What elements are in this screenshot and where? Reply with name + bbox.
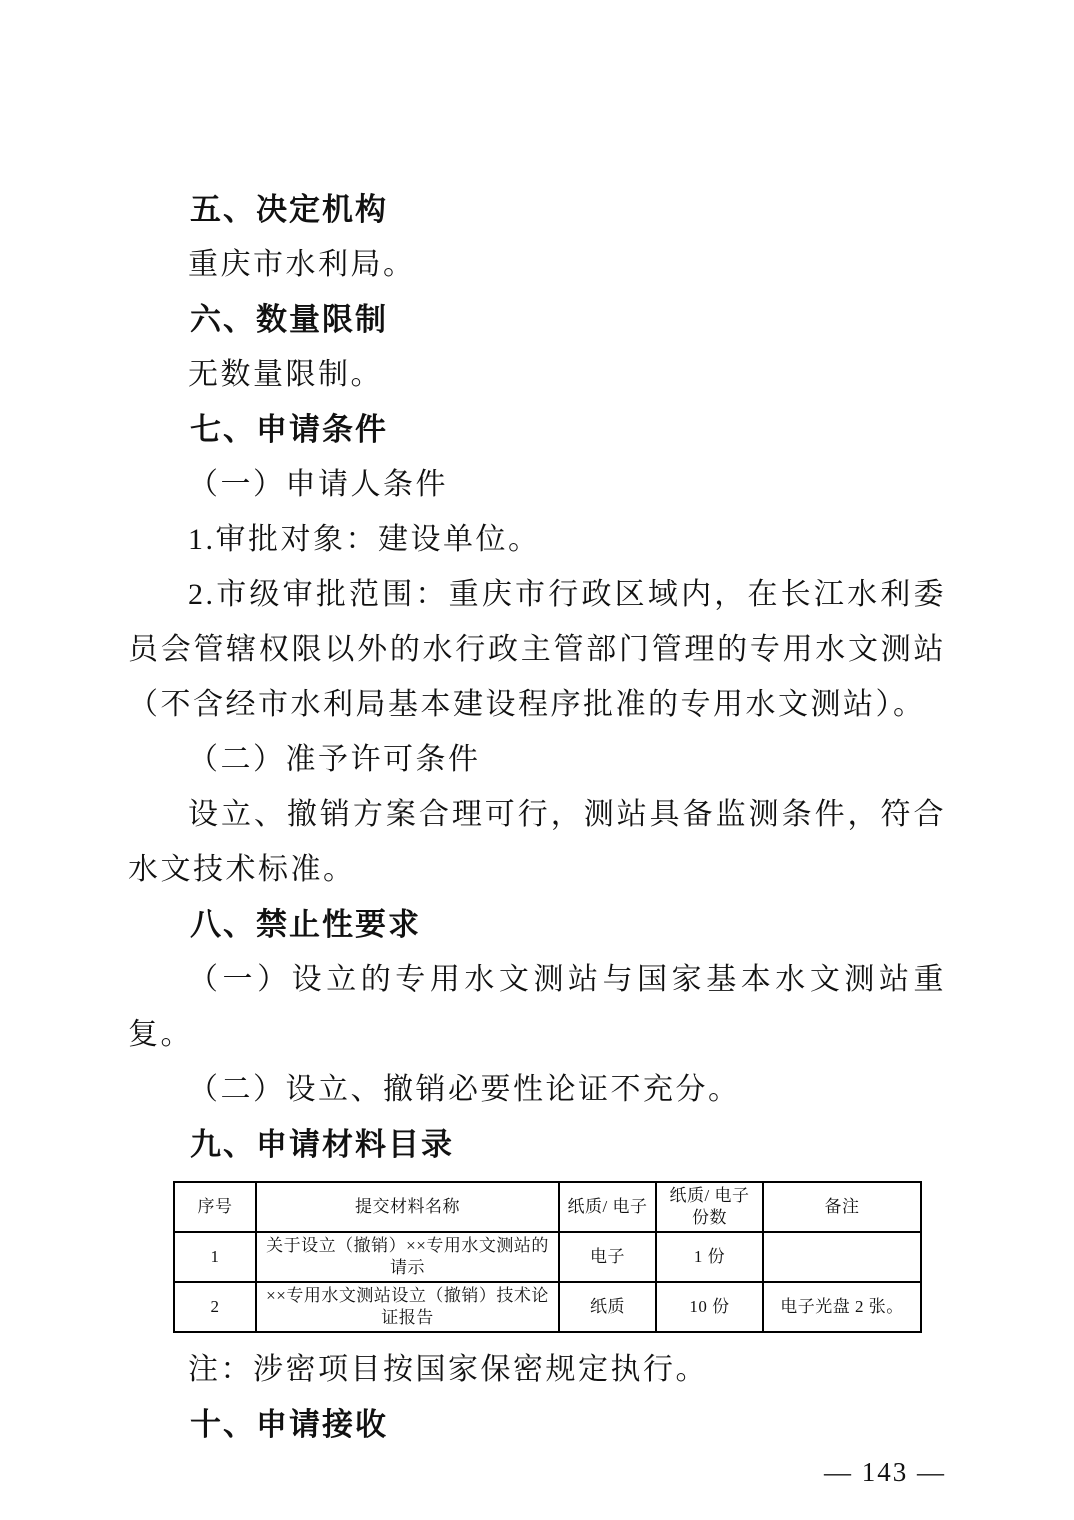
table-row xyxy=(174,1282,921,1332)
section-heading-5-deciding-authority: 五、决定机构 xyxy=(190,192,388,227)
cell-material-name: 关于设立（撤销）××专用水文测站的请示 xyxy=(256,1232,559,1282)
col-header-remarks: 备注 xyxy=(763,1182,921,1232)
section-heading-8-prohibitions: 八、禁止性要求 xyxy=(190,907,421,942)
col-header-serial-number: 序号 xyxy=(174,1182,256,1232)
section-heading-6-quantity-limit: 六、数量限制 xyxy=(190,302,388,337)
table-row xyxy=(174,1232,921,1282)
para-quantity-limit: 无数量限制。 xyxy=(188,358,383,391)
cell-material-name: ××专用水文测站设立（撤销）技术论证报告 xyxy=(256,1282,559,1332)
para-approval-target: 1.审批对象：建设单位。 xyxy=(188,523,541,556)
section-heading-10-application-receipt: 十、申请接收 xyxy=(190,1407,388,1442)
para-permit-conditions-detail: 设立、撤销方案合理可行，测站具备监测条件，符合水文技术标准。 xyxy=(128,798,946,886)
cell-paper-or-electronic: 电子 xyxy=(559,1232,656,1282)
para-prohibition-2: （二）设立、撤销必要性论证不充分。 xyxy=(188,1073,741,1106)
cell-remarks xyxy=(763,1232,921,1282)
page-number: — 143 — xyxy=(824,1457,946,1487)
para-prohibition-1: （一）设立的专用水文测站与国家基本水文测站重复。 xyxy=(128,963,946,1051)
cell-copies: 1 份 xyxy=(656,1232,763,1282)
section-heading-9-materials-list: 九、申请材料目录 xyxy=(190,1127,454,1162)
para-city-approval-scope: 2.市级审批范围：重庆市行政区域内，在长江水利委员会管辖权限以外的水行政主管部门管理的专用水文测站（不含经市水利局基本建设程序批准的专用水文测站）。 xyxy=(128,578,946,721)
col-header-paper-or-electronic: 纸质/ 电子 xyxy=(559,1182,656,1232)
para-permit-conditions-subtitle: （二）准予许可条件 xyxy=(188,743,481,776)
para-confidentiality-note: 注：涉密项目按国家保密规定执行。 xyxy=(188,1353,708,1386)
materials-table-header-row xyxy=(174,1182,921,1232)
cell-serial-number: 2 xyxy=(174,1282,256,1332)
para-deciding-authority: 重庆市水利局。 xyxy=(188,248,416,281)
col-header-copies: 纸质/ 电子份数 xyxy=(656,1182,763,1232)
materials-table xyxy=(173,1181,922,1333)
cell-copies: 10 份 xyxy=(656,1282,763,1332)
section-heading-7-application-conditions: 七、申请条件 xyxy=(190,412,388,447)
cell-serial-number: 1 xyxy=(174,1232,256,1282)
cell-paper-or-electronic: 纸质 xyxy=(559,1282,656,1332)
cell-remarks: 电子光盘 2 张。 xyxy=(763,1282,921,1332)
col-header-material-name: 提交材料名称 xyxy=(256,1182,559,1232)
para-applicant-conditions-subtitle: （一）申请人条件 xyxy=(188,468,448,501)
